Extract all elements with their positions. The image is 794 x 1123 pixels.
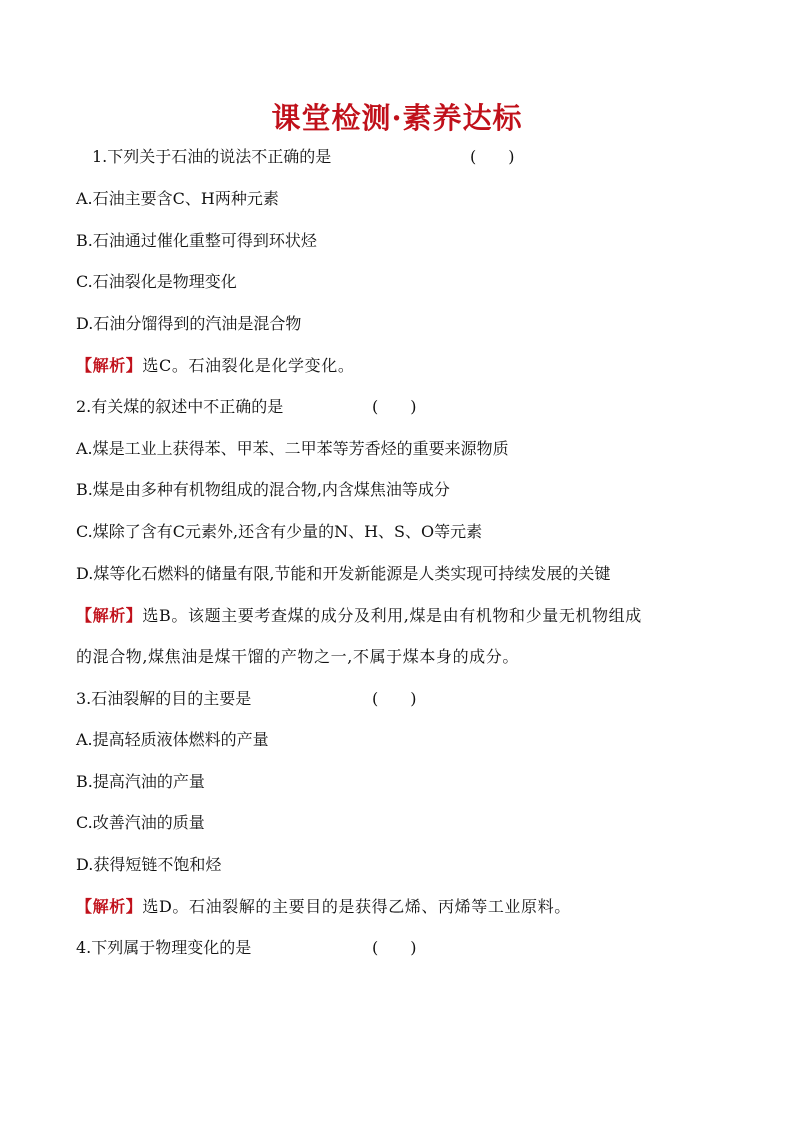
- page-title: 课堂检测·素养达标: [271, 101, 523, 135]
- question-stem: 3.石油裂解的目的主要是: [76, 689, 252, 708]
- question-option: D.煤等化石燃料的储量有限,节能和开发新能源是人类实现可持续发展的关键: [76, 564, 611, 583]
- question-option: C.石油裂化是物理变化: [76, 272, 237, 291]
- question-stem: 2.有关煤的叙述中不正确的是: [76, 397, 284, 416]
- question-stem: 1.下列关于石油的说法不正确的是: [92, 147, 332, 166]
- answer-blank: ( ): [470, 147, 515, 166]
- question-option: A.提高轻质液体燃料的产量: [76, 730, 269, 749]
- answer-tag: 【解析】: [76, 356, 143, 375]
- question-option: A.石油主要含C、H两种元素: [76, 189, 279, 208]
- answer-explanation: [76, 897, 571, 917]
- answer-text: 选B。该题主要考查煤的成分及利用,煤是由有机物和少量无机物组成: [142, 606, 642, 625]
- answer-explanation: [76, 356, 354, 376]
- answer-text-continued: 的混合物,煤焦油是煤干馏的产物之一,不属于煤本身的成分。: [76, 647, 519, 666]
- answer-tag: 【解析】: [76, 606, 143, 625]
- question-option: D.获得短链不饱和烃: [76, 855, 222, 874]
- question-option: D.石油分馏得到的汽油是混合物: [76, 314, 302, 333]
- question-option: C.改善汽油的质量: [76, 813, 205, 832]
- answer-text: 选C。石油裂化是化学变化。: [142, 356, 355, 375]
- question-option: A.煤是工业上获得苯、甲苯、二甲苯等芳香烃的重要来源物质: [76, 439, 509, 458]
- question-option: B.提高汽油的产量: [76, 772, 205, 791]
- question-stem: 4.下列属于物理变化的是: [76, 938, 252, 957]
- question-option: C.煤除了含有C元素外,还含有少量的N、H、S、O等元素: [76, 522, 483, 541]
- answer-explanation: [76, 606, 642, 626]
- question-option: B.煤是由多种有机物组成的混合物,内含煤焦油等成分: [76, 480, 450, 499]
- answer-tag: 【解析】: [76, 897, 143, 916]
- answer-blank: ( ): [372, 938, 417, 957]
- question-option: B.石油通过催化重整可得到环状烃: [76, 231, 317, 250]
- answer-blank: ( ): [372, 397, 417, 416]
- answer-text: 选D。石油裂解的主要目的是获得乙烯、丙烯等工业原料。: [142, 897, 571, 916]
- answer-blank: ( ): [372, 689, 417, 708]
